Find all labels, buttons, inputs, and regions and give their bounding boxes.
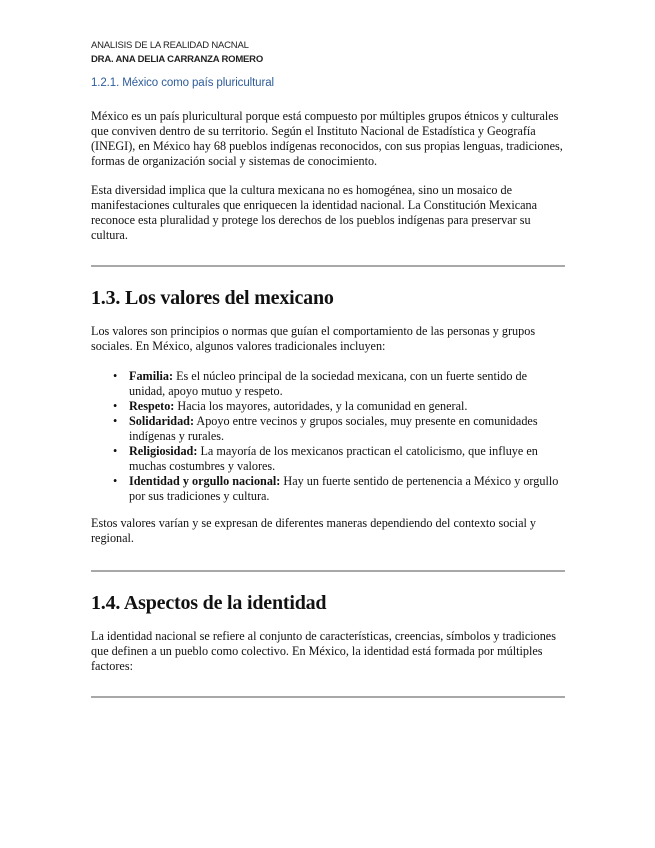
list-item bbox=[91, 414, 565, 444]
paragraph-pluricultural-1: México es un país pluricultural porque está compuesto por múltiples grupos étnicos y culturales que conviven dentro de su territorio. Según el Instituto Nacional de Estadística y Geografía (INEGI), en México hay 68 pueblos indígenas reconocidos, con sus propias lenguas, tradiciones, formas de organización social y sistemas de conocimiento. bbox=[91, 109, 563, 168]
paragraph-valores-intro: Los valores son principios o normas que guían el comportamiento de las personas y grupos sociales. En México, algunos valores tradicionales incluyen: bbox=[91, 324, 536, 353]
list-item bbox=[91, 399, 565, 414]
list-item-text: Hacia los mayores, autoridades, y la comunidad en general. bbox=[174, 399, 468, 413]
section-heading-1-4: 1.4. Aspectos de la identidad bbox=[91, 592, 327, 614]
paragraph-identidad: La identidad nacional se refiere al conjunto de características, creencias, símbolos y tradiciones que definen a un pueblo como colectivo. En México, la identidad está formada por múltiples factores: bbox=[91, 629, 556, 673]
list-item bbox=[91, 369, 565, 399]
section-heading-1-3: 1.3. Los valores del mexicano bbox=[91, 287, 334, 309]
list-item bbox=[91, 474, 565, 504]
list-item-term: Familia: bbox=[129, 369, 174, 383]
list-item bbox=[91, 444, 565, 474]
paragraph-valores-outro: Estos valores varían y se expresan de diferentes maneras dependiendo del contexto social y regional. bbox=[91, 516, 537, 545]
list-item-term: Religiosidad: bbox=[129, 444, 198, 458]
list-item-term: Respeto: bbox=[129, 399, 175, 413]
paragraph-pluricultural-2: Esta diversidad implica que la cultura mexicana no es homogénea, sino un mosaico de manifestaciones culturales que enriquecen la identidad nacional. La Constitución Mexicana reconoce esta pluralidad y protege los derechos de los pueblos indígenas para preservar su cultura. bbox=[91, 183, 538, 242]
horizontal-rule bbox=[91, 570, 565, 572]
list-item-term: Solidaridad: bbox=[129, 414, 195, 428]
list-item-text: Es el núcleo principal de la sociedad mexicana, con un fuerte sentido de unidad, apoyo mutuo y respeto. bbox=[129, 369, 527, 398]
bullet-icon: • bbox=[113, 369, 118, 383]
horizontal-rule bbox=[91, 696, 565, 698]
list-item-term: Identidad y orgullo nacional: bbox=[129, 474, 281, 488]
bullet-icon: • bbox=[113, 414, 118, 428]
header-course-title: ANALISIS DE LA REALIDAD NACNAL bbox=[91, 40, 249, 51]
subsection-heading-1-2-1: 1.2.1. México como país pluricultural bbox=[91, 77, 274, 89]
bullet-icon: • bbox=[113, 444, 118, 458]
horizontal-rule bbox=[91, 265, 565, 267]
header-author: DRA. ANA DELIA CARRANZA ROMERO bbox=[91, 54, 264, 65]
list-item-text: Apoyo entre vecinos y grupos sociales, muy presente en comunidades indígenas y rurales. bbox=[129, 414, 538, 443]
bullet-icon: • bbox=[113, 474, 118, 488]
list-item-text: La mayoría de los mexicanos practican el catolicismo, que influye en muchas costumbres y valores. bbox=[129, 444, 538, 473]
values-list bbox=[91, 369, 565, 504]
list-item-text: Hay un fuerte sentido de pertenencia a México y orgullo por sus tradiciones y cultura. bbox=[129, 474, 559, 503]
bullet-icon: • bbox=[113, 399, 118, 413]
